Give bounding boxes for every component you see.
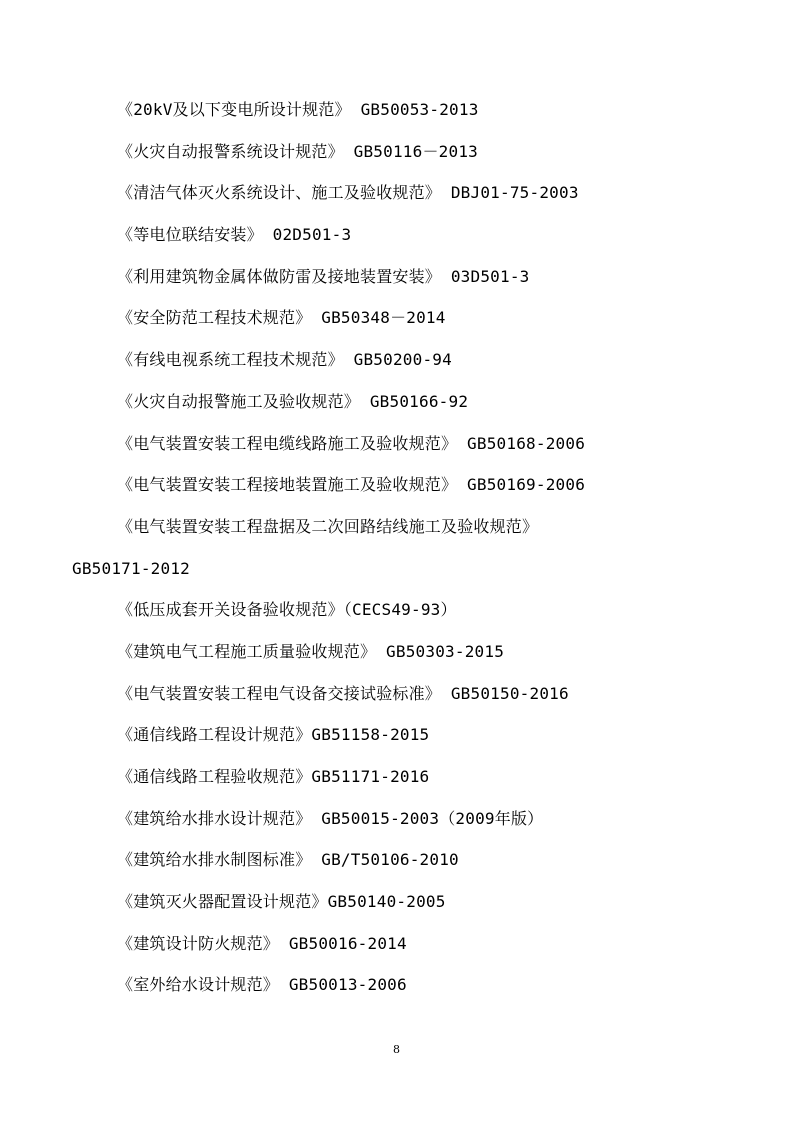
reference-item: 《等电位联结安装》 02D501-3 [117,225,352,245]
page-number: 8 [393,1043,400,1056]
reference-item: 《建筑电气工程施工质量验收规范》 GB50303-2015 [117,641,505,661]
reference-item: 《有线电视系统工程技术规范》 GB50200-94 [117,350,452,370]
standards-reference-list [72,100,732,1017]
reference-item: 《建筑设计防火规范》 GB50016-2014 [117,933,407,953]
reference-item: 《电气装置安装工程电气设备交接试验标准》 GB50150-2016 [117,683,569,703]
reference-item: 《通信线路工程验收规范》GB51171-2016 [117,767,430,786]
reference-item: 《电气装置安装工程接地装置施工及验收规范》 GB50169-2006 [117,475,586,495]
reference-item: 《建筑灭火器配置设计规范》GB50140-2005 [117,892,446,912]
reference-item: 《室外给水设计规范》 GB50013-2006 [117,975,407,995]
reference-item: 《建筑给水排水制图标准》 GB/T50106-2010 [117,850,459,870]
reference-item: 《低压成套开关设备验收规范》（CECS49-93） [117,600,457,620]
reference-item: 《清洁气体灭火系统设计、施工及验收规范》 DBJ01-75-2003 [117,183,579,203]
reference-item: 《通信线路工程设计规范》GB51158-2015 [117,725,430,745]
reference-item: 《火灾自动报警系统设计规范》 GB50116－2013 [117,141,478,161]
reference-code-continuation: GB50171-2012 [72,558,190,578]
reference-item: 《火灾自动报警施工及验收规范》 GB50166-92 [117,391,469,411]
reference-item-wrapped [72,517,732,579]
reference-title: 《电气装置安装工程盘据及二次回路结线施工及验收规范》 [117,516,539,536]
reference-item: 《电气装置安装工程电缆线路施工及验收规范》 GB50168-2006 [117,433,586,453]
reference-item: 《利用建筑物金属体做防雷及接地装置安装》 03D501-3 [117,266,530,286]
reference-item: 《安全防范工程技术规范》 GB50348－2014 [117,308,446,328]
reference-item: 《建筑给水排水设计规范》 GB50015-2003（2009年版） [117,808,544,828]
reference-item: 《20kV及以下变电所设计规范》 GB50053-2013 [117,100,479,119]
